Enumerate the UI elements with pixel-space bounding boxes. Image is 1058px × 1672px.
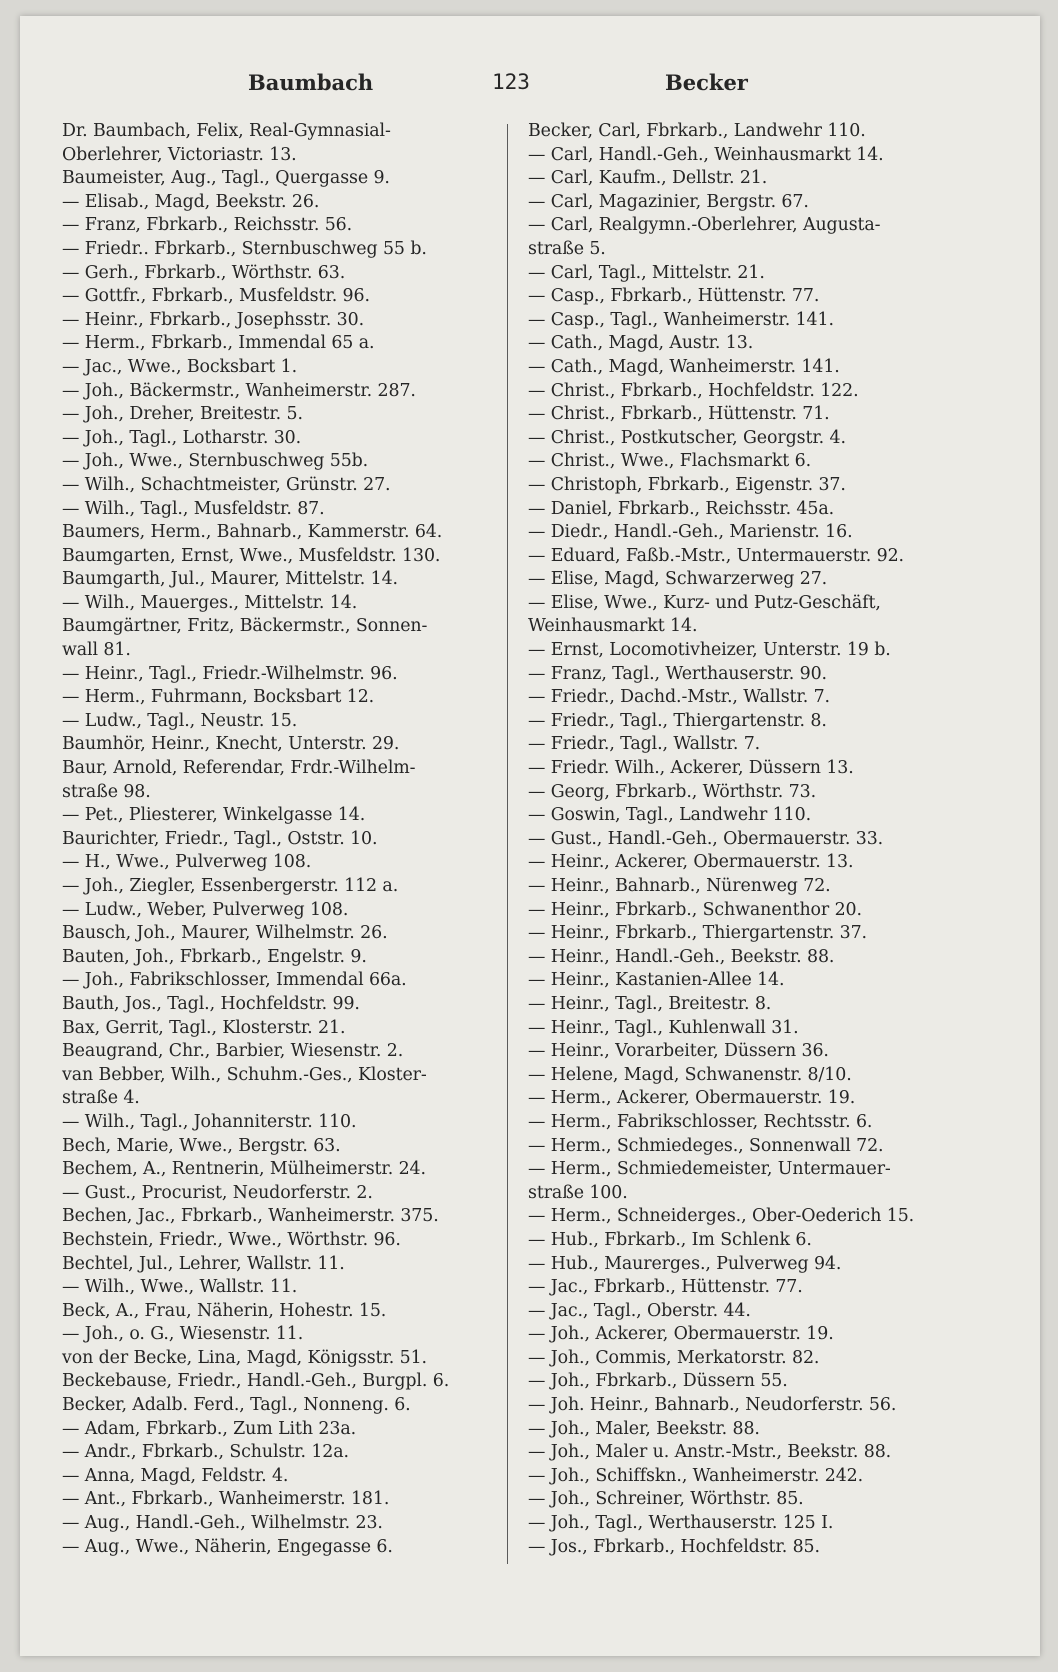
directory-line <box>62 1323 502 1347</box>
page-header <box>20 62 1040 106</box>
directory-line <box>528 1536 968 1560</box>
directory-line <box>528 1087 968 1111</box>
directory-line <box>528 710 968 734</box>
directory-line-text: Bauth, Jos., Tagl., Hochfeldstr. 99. <box>62 993 360 1014</box>
directory-line <box>62 1488 502 1512</box>
directory-line <box>62 592 502 616</box>
directory-line <box>62 1370 502 1394</box>
directory-line-text: Bechem, A., Rentnerin, Mülheimerstr. 24. <box>62 1159 426 1180</box>
directory-line-text: — Ernst, Locomotivheizer, Unterstr. 19 b. <box>528 640 891 661</box>
directory-line <box>62 686 502 710</box>
directory-line-text: — Wilh., Wwe., Wallstr. 11. <box>62 1277 298 1298</box>
directory-line <box>62 403 502 427</box>
directory-line <box>528 262 968 286</box>
directory-line <box>62 1064 502 1088</box>
directory-line <box>62 1205 502 1229</box>
directory-line <box>62 450 502 474</box>
directory-line <box>62 663 502 687</box>
directory-line <box>62 1300 502 1324</box>
directory-line <box>62 1040 502 1064</box>
directory-line-text: — Ludw., Tagl., Neustr. 15. <box>62 710 298 731</box>
directory-line-text: — Hub., Fbrkarb., Im Schlenk 6. <box>528 1229 812 1250</box>
directory-line-text: Baumhör, Heinr., Knecht, Unterstr. 29. <box>62 734 400 755</box>
directory-line <box>528 1300 968 1324</box>
directory-line <box>528 1465 968 1489</box>
directory-line-text: — H., Wwe., Pulverweg 108. <box>62 852 312 873</box>
directory-line <box>62 993 502 1017</box>
directory-line-text: — Andr., Fbrkarb., Schulstr. 12a. <box>62 1442 349 1463</box>
header-left-keyword: Baumbach <box>248 70 374 95</box>
directory-line-text: — Jac., Fbrkarb., Hüttenstr. 77. <box>528 1277 803 1298</box>
directory-line <box>528 144 968 168</box>
directory-line <box>528 686 968 710</box>
directory-line <box>62 639 502 663</box>
directory-page <box>20 16 1040 1656</box>
directory-line <box>528 545 968 569</box>
directory-line <box>528 899 968 923</box>
directory-line-text: — Carl, Tagl., Mittelstr. 21. <box>528 262 765 283</box>
directory-line <box>528 1182 968 1206</box>
directory-line-text: Bechen, Jac., Fbrkarb., Wanheimerstr. 375. <box>62 1206 439 1227</box>
directory-line-text: — Joh., Commis, Merkatorstr. 82. <box>528 1347 820 1368</box>
directory-line-text: — Joh., Dreher, Breitestr. 5. <box>62 404 303 425</box>
directory-line <box>528 285 968 309</box>
directory-line-text: — Heinr., Fbrkarb., Schwanenthor 20. <box>528 899 862 920</box>
directory-line-text: — Elise, Wwe., Kurz- und Putz-Geschäft, <box>528 592 881 613</box>
directory-line <box>62 922 502 946</box>
directory-line <box>62 167 502 191</box>
directory-line <box>62 285 502 309</box>
directory-line <box>528 332 968 356</box>
directory-line-text: — Jac., Wwe., Bocksbart 1. <box>62 356 297 377</box>
directory-line-text: Bech, Marie, Wwe., Bergstr. 63. <box>62 1135 341 1156</box>
directory-line-text: straße 4. <box>62 1088 140 1109</box>
directory-line-text: — Wilh., Schachtmeister, Grünstr. 27. <box>62 474 391 495</box>
directory-line <box>528 828 968 852</box>
right-column <box>528 120 968 1559</box>
directory-line-text: — Goswin, Tagl., Landwehr 110. <box>528 805 811 826</box>
directory-line-text: — Ant., Fbrkarb., Wanheimerstr. 181. <box>62 1489 390 1510</box>
directory-line-text: — Joh., Bäckermstr., Wanheimerstr. 287. <box>62 380 416 401</box>
directory-line-text: — Carl, Magazinier, Bergstr. 67. <box>528 191 809 212</box>
directory-line-text: — Heinr., Kastanien-Allee 14. <box>528 970 785 991</box>
directory-line <box>528 804 968 828</box>
directory-line <box>62 498 502 522</box>
directory-line-text: straße 100. <box>528 1182 628 1203</box>
column-divider <box>507 124 508 1564</box>
directory-line <box>528 521 968 545</box>
directory-line-text: — Herm., Schneiderges., Ober-Oederich 15. <box>528 1206 915 1227</box>
directory-line <box>62 946 502 970</box>
directory-line <box>528 1418 968 1442</box>
directory-line-text: — Friedr., Tagl., Thiergartenstr. 8. <box>528 710 827 731</box>
directory-line-text: — Herm., Schmiedeges., Sonnenwall 72. <box>528 1135 884 1156</box>
directory-line-text: — Aug., Handl.-Geh., Wilhelmstr. 23. <box>62 1513 383 1534</box>
directory-line <box>62 262 502 286</box>
directory-line <box>528 1158 968 1182</box>
directory-line <box>62 1418 502 1442</box>
directory-line-text: — Joh., Fabrikschlosser, Immendal 66a. <box>62 970 407 991</box>
directory-line <box>62 1111 502 1135</box>
directory-line <box>528 969 968 993</box>
directory-line-text: Bechtel, Jul., Lehrer, Wallstr. 11. <box>62 1253 345 1274</box>
directory-line <box>62 1017 502 1041</box>
directory-line <box>528 875 968 899</box>
directory-line-text: — Joh., Schreiner, Wörthstr. 85. <box>528 1489 804 1510</box>
directory-line-text: — Carl, Realgymn.-Oberlehrer, Augusta- <box>528 215 881 236</box>
directory-line-text: — Wilh., Tagl., Johanniterstr. 110. <box>62 1111 357 1132</box>
directory-line-text: — Hub., Maurerges., Pulverweg 94. <box>528 1253 842 1274</box>
directory-line-text: — Herm., Fbrkarb., Immendal 65 a. <box>62 333 375 354</box>
directory-line-text: — Christoph, Fbrkarb., Eigenstr. 37. <box>528 474 846 495</box>
directory-line <box>62 710 502 734</box>
directory-line-text: Bax, Gerrit, Tagl., Klosterstr. 21. <box>62 1017 346 1038</box>
directory-line-text: — Heinr., Ackerer, Obermauerstr. 13. <box>528 852 854 873</box>
directory-line <box>528 214 968 238</box>
directory-line-text: — Heinr., Bahnarb., Nürenweg 72. <box>528 876 831 896</box>
directory-line-text: Beaugrand, Chr., Barbier, Wiesenstr. 2. <box>62 1041 404 1062</box>
directory-line-text: Becker, Carl, Fbrkarb., Landwehr 110. <box>528 121 866 141</box>
directory-line-text: — Christ., Wwe., Flachsmarkt 6. <box>528 451 812 472</box>
directory-line <box>62 1087 502 1111</box>
directory-line <box>528 450 968 474</box>
directory-line-text: Baumgärtner, Fritz, Bäckermstr., Sonnen- <box>62 616 428 637</box>
left-column <box>62 120 502 1559</box>
directory-line <box>528 1205 968 1229</box>
directory-line-text: — Cath., Magd, Austr. 13. <box>528 333 754 354</box>
page-number: 123 <box>492 70 530 94</box>
directory-line-text: — Joh., o. G., Wiesenstr. 11. <box>62 1324 304 1345</box>
directory-line <box>528 356 968 380</box>
directory-line-text: Oberlehrer, Victoriastr. 13. <box>62 144 297 165</box>
directory-line-text: — Herm., Schmiedemeister, Untermauer- <box>528 1159 891 1180</box>
directory-line <box>528 615 968 639</box>
directory-line-text: — Heinr., Fbrkarb., Thiergartenstr. 37. <box>528 923 867 944</box>
directory-line-text: — Wilh., Tagl., Musfeldstr. 87. <box>62 498 325 519</box>
directory-line-text: — Franz, Fbrkarb., Reichsstr. 56. <box>62 215 353 236</box>
directory-line <box>528 781 968 805</box>
directory-line <box>62 568 502 592</box>
directory-line <box>62 1229 502 1253</box>
directory-line <box>528 309 968 333</box>
directory-line-text: — Joh. Heinr., Bahnarb., Neudorferstr. 56. <box>528 1395 897 1416</box>
directory-line <box>62 1512 502 1536</box>
directory-line <box>528 191 968 215</box>
directory-line <box>528 993 968 1017</box>
directory-line-text: — Elise, Magd, Schwarzerweg 27. <box>528 569 828 590</box>
directory-line <box>528 1512 968 1536</box>
directory-line-text: — Jos., Fbrkarb., Hochfeldstr. 85. <box>528 1536 820 1557</box>
directory-line-text: — Heinr., Tagl., Kuhlenwall 31. <box>528 1017 799 1038</box>
directory-line <box>528 922 968 946</box>
directory-line-text: — Friedr., Tagl., Wallstr. 7. <box>528 734 761 755</box>
directory-line-text: straße 98. <box>62 781 151 802</box>
directory-line-text: Bausch, Joh., Maurer, Wilhelmstr. 26. <box>62 923 388 944</box>
directory-line-text: — Cath., Magd, Wanheimerstr. 141. <box>528 356 840 377</box>
directory-line-text: — Herm., Fabrikschlosser, Rechtsstr. 6. <box>528 1111 873 1132</box>
directory-line-text: — Anna, Magd, Feldstr. 4. <box>62 1465 289 1486</box>
directory-line-text: Weinhausmarkt 14. <box>528 616 698 637</box>
directory-line <box>62 733 502 757</box>
directory-line-text: — Heinr., Tagl., Friedr.-Wilhelmstr. 96. <box>62 663 398 684</box>
directory-line <box>528 851 968 875</box>
directory-line <box>528 238 968 262</box>
directory-line <box>528 498 968 522</box>
directory-line-text: — Friedr.. Fbrkarb., Sternbuschweg 55 b. <box>62 238 427 259</box>
directory-line-text: — Diedr., Handl.-Geh., Marienstr. 16. <box>528 522 853 543</box>
directory-line-text: van Bebber, Wilh., Schuhm.-Ges., Kloster- <box>62 1064 427 1085</box>
directory-line-text: Bechstein, Friedr., Wwe., Wörthstr. 96. <box>62 1229 401 1250</box>
directory-line-text: Baumgarten, Ernst, Wwe., Musfeldstr. 130. <box>62 545 441 566</box>
directory-line <box>62 781 502 805</box>
directory-line-text: — Franz, Tagl., Werthauserstr. 90. <box>528 663 827 684</box>
directory-line <box>62 144 502 168</box>
directory-line-text: — Jac., Tagl., Oberstr. 44. <box>528 1300 751 1321</box>
directory-line <box>528 1323 968 1347</box>
directory-line-text: Dr. Baumbach, Felix, Real-Gymnasial- <box>62 121 391 141</box>
directory-line-text: — Pet., Pliesterer, Winkelgasse 14. <box>62 805 366 826</box>
directory-line <box>62 214 502 238</box>
directory-line-text: — Joh., Maler, Beekstr. 88. <box>528 1418 760 1439</box>
directory-line <box>62 309 502 333</box>
directory-line-text: — Gust., Procurist, Neudorferstr. 2. <box>62 1182 373 1203</box>
directory-line <box>528 403 968 427</box>
directory-line-text: — Heinr., Vorarbeiter, Düssern 36. <box>528 1041 829 1062</box>
directory-line-text: — Joh., Maler u. Anstr.-Mstr., Beekstr. 88. <box>528 1442 892 1463</box>
directory-line <box>528 427 968 451</box>
directory-line-text: — Christ., Fbrkarb., Hochfeldstr. 122. <box>528 380 859 401</box>
directory-line-text: — Gottfr., Fbrkarb., Musfeldstr. 96. <box>62 286 370 307</box>
directory-line <box>528 663 968 687</box>
directory-line-text: — Wilh., Mauerges., Mittelstr. 14. <box>62 592 358 613</box>
directory-line <box>528 1135 968 1159</box>
directory-line <box>62 356 502 380</box>
directory-line-text: — Elisab., Magd, Beekstr. 26. <box>62 191 320 212</box>
directory-line <box>528 167 968 191</box>
directory-line <box>62 851 502 875</box>
directory-line <box>528 1253 968 1277</box>
directory-line <box>62 545 502 569</box>
directory-line <box>62 1158 502 1182</box>
directory-line <box>528 474 968 498</box>
directory-line-text: — Casp., Tagl., Wanheimerstr. 141. <box>528 309 834 330</box>
directory-line-text: Bauten, Joh., Fbrkarb., Engelstr. 9. <box>62 946 367 967</box>
directory-line <box>528 1276 968 1300</box>
directory-line <box>528 1394 968 1418</box>
directory-line-text: — Herm., Ackerer, Obermauerstr. 19. <box>528 1088 856 1109</box>
directory-line <box>62 1182 502 1206</box>
directory-line <box>62 332 502 356</box>
directory-line <box>62 521 502 545</box>
directory-line-text: Baumeister, Aug., Tagl., Quergasse 9. <box>62 168 390 189</box>
directory-line <box>528 1488 968 1512</box>
directory-line-text: — Joh., Tagl., Lotharstr. 30. <box>62 427 302 448</box>
directory-line-text: — Carl, Handl.-Geh., Weinhausmarkt 14. <box>528 144 884 165</box>
directory-line <box>62 757 502 781</box>
directory-line-text: Beckebause, Friedr., Handl.-Geh., Burgpl. 6. <box>62 1371 450 1392</box>
directory-line-text: — Heinr., Fbrkarb., Josephsstr. 30. <box>62 309 365 330</box>
directory-line-text: — Helene, Magd, Schwanenstr. 8/10. <box>528 1064 852 1085</box>
directory-line <box>528 1111 968 1135</box>
directory-line-text: — Casp., Fbrkarb., Hüttenstr. 77. <box>528 286 820 307</box>
directory-line <box>62 380 502 404</box>
directory-line <box>62 1135 502 1159</box>
directory-line-text: — Carl, Kaufm., Dellstr. 21. <box>528 168 768 189</box>
directory-line <box>528 120 968 144</box>
directory-line <box>62 1347 502 1371</box>
directory-line <box>528 1040 968 1064</box>
directory-line <box>62 1465 502 1489</box>
directory-line <box>528 1441 968 1465</box>
directory-line <box>62 1253 502 1277</box>
directory-line <box>62 615 502 639</box>
directory-line-text: Baurichter, Friedr., Tagl., Oststr. 10. <box>62 828 378 849</box>
directory-line <box>62 899 502 923</box>
directory-line-text: wall 81. <box>62 640 131 661</box>
directory-line-text: von der Becke, Lina, Magd, Königsstr. 51. <box>62 1347 427 1368</box>
directory-line <box>62 875 502 899</box>
directory-line <box>62 1276 502 1300</box>
directory-line-text: — Joh., Fbrkarb., Düssern 55. <box>528 1371 788 1392</box>
directory-line-text: Baur, Arnold, Referendar, Frdr.-Wilhelm- <box>62 758 416 779</box>
directory-line <box>62 1441 502 1465</box>
directory-line-text: — Christ., Fbrkarb., Hüttenstr. 71. <box>528 404 830 425</box>
directory-line-text: — Georg, Fbrkarb., Wörthstr. 73. <box>528 781 817 802</box>
directory-line <box>528 639 968 663</box>
directory-line-text: — Christ., Postkutscher, Georgstr. 4. <box>528 427 846 448</box>
directory-line-text: Beck, A., Frau, Näherin, Hohestr. 15. <box>62 1300 387 1321</box>
directory-line-text: — Herm., Fuhrmann, Bocksbart 12. <box>62 687 375 708</box>
directory-line <box>528 1064 968 1088</box>
directory-line <box>62 191 502 215</box>
directory-line-text: Baumgarth, Jul., Maurer, Mittelstr. 14. <box>62 569 398 590</box>
directory-line-text: — Aug., Wwe., Näherin, Engegasse 6. <box>62 1536 393 1557</box>
directory-line-text: — Gerh., Fbrkarb., Wörthstr. 63. <box>62 262 346 283</box>
directory-line-text: — Joh., Ackerer, Obermauerstr. 19. <box>528 1324 834 1345</box>
directory-line-text: Becker, Adalb. Ferd., Tagl., Nonneng. 6. <box>62 1395 411 1416</box>
directory-line-text: — Ludw., Weber, Pulverweg 108. <box>62 899 349 920</box>
directory-line-text: — Gust., Handl.-Geh., Obermauerstr. 33. <box>528 828 884 849</box>
directory-line <box>528 1347 968 1371</box>
header-right-keyword: Becker <box>665 70 748 95</box>
directory-line <box>62 969 502 993</box>
directory-line <box>62 804 502 828</box>
directory-line-text: Baumers, Herm., Bahnarb., Kammerstr. 64. <box>62 522 443 543</box>
directory-line <box>528 568 968 592</box>
directory-line-text: — Heinr., Handl.-Geh., Beekstr. 88. <box>528 946 835 967</box>
directory-line <box>62 1536 502 1560</box>
directory-line <box>62 238 502 262</box>
directory-line <box>528 733 968 757</box>
directory-line-text: — Joh., Tagl., Werthauserstr. 125 I. <box>528 1513 834 1534</box>
directory-line-text: — Eduard, Faßb.-Mstr., Untermauerstr. 92. <box>528 545 904 566</box>
directory-line <box>528 380 968 404</box>
directory-line <box>62 474 502 498</box>
directory-line-text: — Friedr., Dachd.-Mstr., Wallstr. 7. <box>528 687 830 708</box>
directory-line-text: — Joh., Ziegler, Essenbergerstr. 112 a. <box>62 876 399 896</box>
directory-line <box>528 1017 968 1041</box>
directory-line <box>62 1394 502 1418</box>
directory-line <box>528 1370 968 1394</box>
directory-line-text: — Adam, Fbrkarb., Zum Lith 23a. <box>62 1418 357 1439</box>
directory-line <box>62 120 502 144</box>
directory-line <box>528 1229 968 1253</box>
directory-line-text: — Joh., Wwe., Sternbuschweg 55b. <box>62 451 369 472</box>
directory-line <box>528 757 968 781</box>
directory-line <box>528 592 968 616</box>
directory-line <box>62 427 502 451</box>
directory-line <box>62 828 502 852</box>
directory-line-text: — Heinr., Tagl., Breitestr. 8. <box>528 993 772 1014</box>
directory-line-text: — Joh., Schiffskn., Wanheimerstr. 242. <box>528 1465 864 1486</box>
directory-line-text: straße 5. <box>528 238 606 259</box>
directory-line-text: — Friedr. Wilh., Ackerer, Düssern 13. <box>528 758 854 779</box>
directory-line <box>528 946 968 970</box>
directory-line-text: — Daniel, Fbrkarb., Reichsstr. 45a. <box>528 498 835 519</box>
